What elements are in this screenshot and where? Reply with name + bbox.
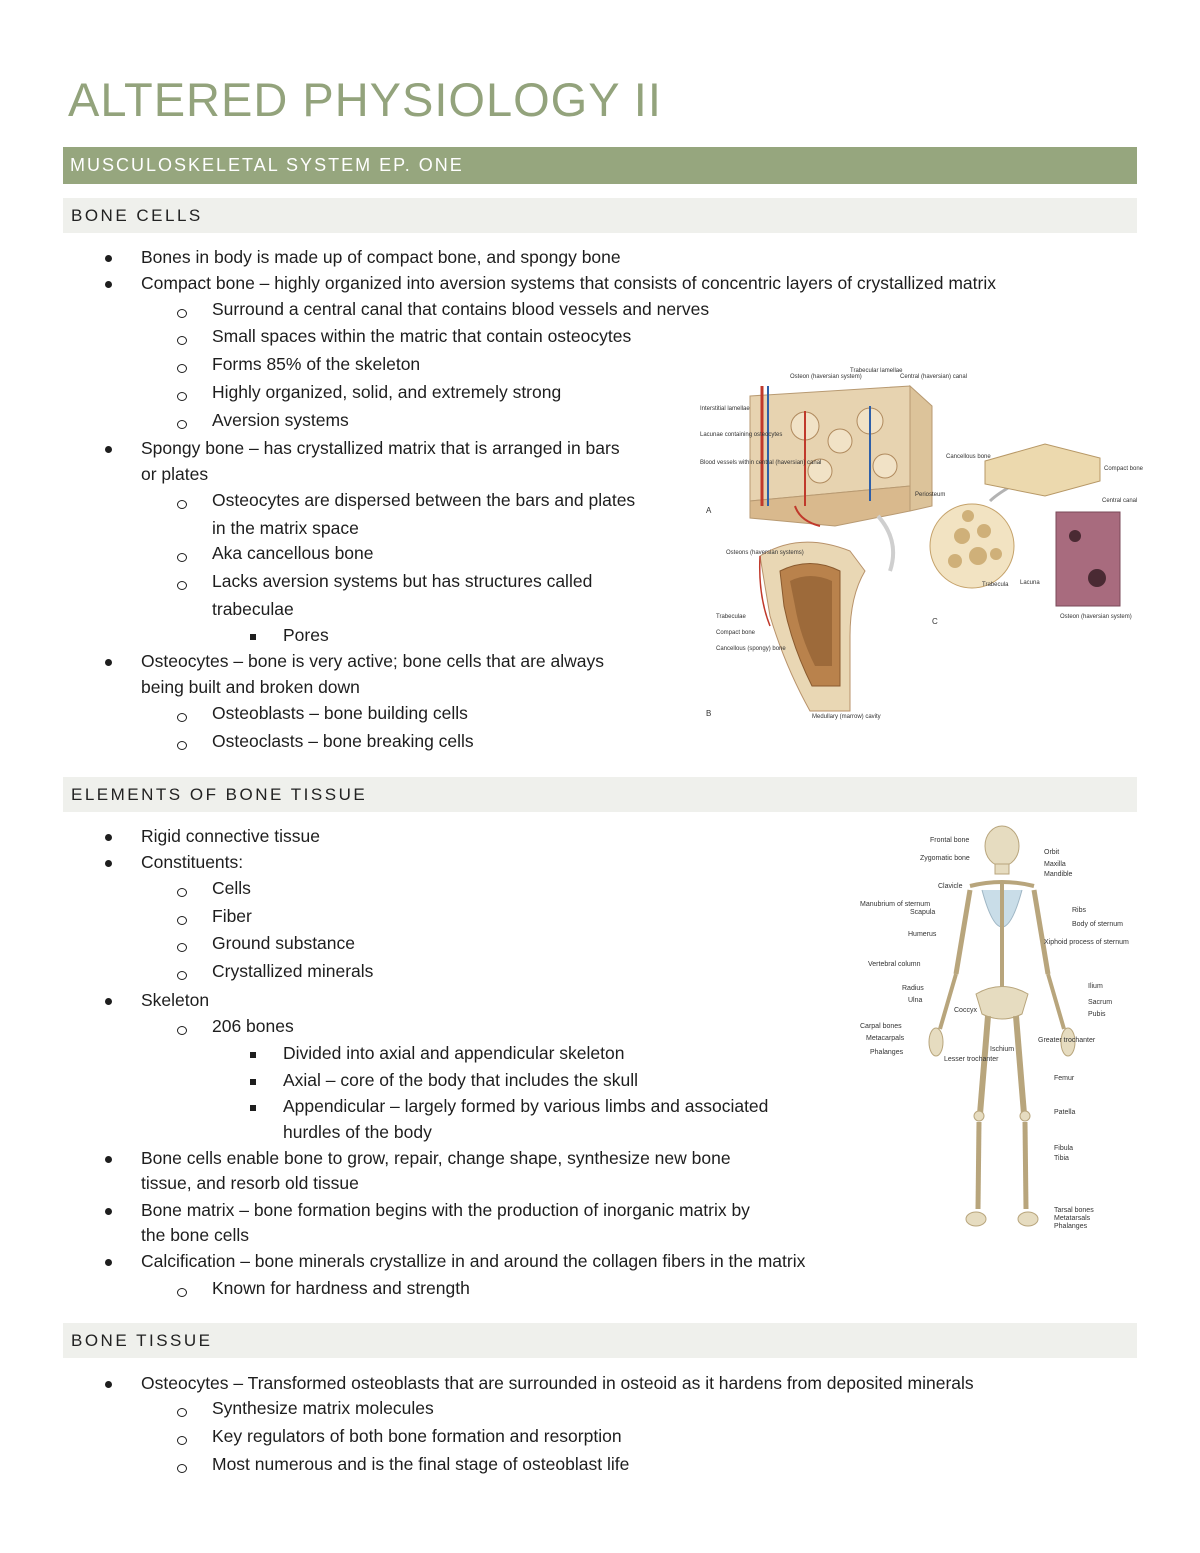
skeleton-label: Mandible (1044, 871, 1073, 878)
figure-label: Trabecula (982, 582, 1009, 588)
figure-label: Compact bone (1104, 466, 1144, 472)
list-item: Bone cells enable bone to grow, repair, change shape, synthesize new bone (141, 1148, 731, 1168)
figure-label: Osteon (haversian system) (1060, 614, 1132, 620)
bullet-circle (176, 907, 188, 919)
figure-label: Blood vessels within central (haversian) canal (700, 460, 822, 466)
bullet-square (247, 626, 259, 638)
list-item: Known for hardness and strength (212, 1278, 470, 1298)
section-heading-elements: ELEMENTS OF BONE TISSUE (63, 777, 1137, 812)
list-item: Osteoclasts – bone breaking cells (212, 731, 474, 751)
skeleton-label: Zygomatic bone (920, 855, 970, 862)
figure-label: Trabeculae (716, 614, 746, 620)
chapter-banner: MUSCULOSKELETAL SYSTEM EP. ONE (63, 147, 1137, 184)
document-title: ALTERED PHYSIOLOGY II (68, 73, 662, 126)
skeleton-label: Patella (1054, 1109, 1076, 1116)
list-item: Spongy bone – has crystallized matrix that is arranged in bars (141, 438, 620, 458)
bullet-circle (176, 572, 188, 584)
list-item: Skeleton (141, 990, 210, 1010)
list-item: Compact bone – highly organized into aversion systems that consists of concentric layers of crystallized matrix (141, 273, 996, 293)
bullet-disc (102, 853, 114, 865)
list-item: Synthesize matrix molecules (212, 1398, 434, 1418)
skeleton-label: Greater trochanter (1038, 1037, 1096, 1044)
bullet-circle (176, 327, 188, 339)
list-item: Osteocytes – Transformed osteoblasts that are surrounded in osteoid as it hardens from deposited minerals (141, 1373, 974, 1393)
list-item: Surround a central canal that contains blood vessels and nerves (212, 299, 710, 319)
long-bone-section-illustration (760, 542, 865, 711)
list-item-continuation: or plates (141, 464, 209, 484)
bullet-circle (176, 1279, 188, 1291)
skeleton-label: Fibula (1054, 1145, 1074, 1152)
compact-bone-block-illustration (750, 386, 932, 526)
list-item: Axial – core of the body that includes the skull (283, 1070, 639, 1090)
bullet-circle (176, 491, 188, 503)
bullet-circle (176, 704, 188, 716)
figure-label: Periosteum (915, 492, 946, 498)
bullet-disc (102, 1374, 114, 1386)
bullet-circle (176, 732, 188, 744)
bullet-square (247, 1071, 259, 1083)
list-item: Calcification – bone minerals crystallize in and around the collagen fibers in the matrix (141, 1251, 806, 1271)
figure-label: Trabecular lamellae (850, 368, 903, 374)
skeleton-label: Lesser trochanter (944, 1056, 999, 1063)
figure-label: Lacunae containing osteocytes (700, 432, 783, 438)
skeleton-label: Maxilla (1044, 861, 1066, 868)
bullet-circle (176, 300, 188, 312)
skeleton-label: Xiphoid process of sternum (1044, 939, 1129, 946)
skeleton-label: Manubrium of sternum (860, 901, 931, 908)
panel-a-letter: A (706, 506, 712, 515)
skeleton-label: Ilium (1088, 983, 1103, 990)
skeleton-label: Metatarsals (1054, 1215, 1091, 1222)
skeleton-label: Tibia (1054, 1155, 1069, 1162)
bullet-circle (176, 1017, 188, 1029)
skeleton-label: Vertebral column (868, 961, 921, 968)
skeleton-label: Radius (902, 985, 924, 992)
bullet-disc (102, 827, 114, 839)
bullet-circle (176, 1455, 188, 1467)
bullet-disc (102, 274, 114, 286)
skeleton-label: Pubis (1088, 1011, 1106, 1018)
figure-label: Lacuna (1020, 580, 1040, 586)
list-item: Highly organized, solid, and extremely strong (212, 382, 562, 402)
list-item: Osteocytes – bone is very active; bone cells that are always (141, 651, 605, 671)
bullet-circle (176, 355, 188, 367)
list-item-continuation: the bone cells (141, 1225, 249, 1245)
panel-b-letter: B (706, 709, 712, 718)
list-item: Rigid connective tissue (141, 826, 320, 846)
bullet-disc (102, 1201, 114, 1213)
skeleton-label: Humerus (908, 931, 937, 938)
figure-label: Medullary (marrow) cavity (812, 714, 881, 720)
bullet-disc (102, 439, 114, 451)
bullet-circle (176, 544, 188, 556)
skeleton-label: Femur (1054, 1075, 1075, 1082)
list-item: 206 bones (212, 1016, 294, 1036)
list-item-continuation: trabeculae (212, 599, 294, 619)
skeleton-label: Ulna (908, 997, 923, 1004)
bullet-circle (176, 879, 188, 891)
skeleton-label: Ribs (1072, 907, 1087, 914)
bullet-disc (102, 991, 114, 1003)
figure-label: Cancellous bone (946, 454, 991, 460)
list-item-continuation: hurdles of the body (283, 1122, 432, 1142)
bullet-circle (176, 383, 188, 395)
list-item: Small spaces within the matric that contain osteocytes (212, 326, 632, 346)
skeleton-label: Coccyx (954, 1007, 977, 1014)
skeleton-label: Clavicle (938, 883, 963, 890)
list-item: Ground substance (212, 933, 356, 953)
bullet-disc (102, 1149, 114, 1161)
figure-label: Central (haversian) canal (900, 374, 968, 380)
list-item: Constituents: (141, 852, 244, 872)
bullet-disc (102, 248, 114, 260)
list-item: Bone matrix – bone formation begins with the production of inorganic matrix by (141, 1200, 750, 1220)
skeleton-label: Body of sternum (1072, 921, 1123, 928)
bullet-circle (176, 934, 188, 946)
list-item-continuation: in the matrix space (212, 518, 359, 538)
skeleton-figure (858, 824, 1136, 1234)
list-item: Pores (283, 625, 329, 645)
bone-structure-figure (700, 366, 1144, 722)
list-item: Bones in body is made up of compact bone, and spongy bone (141, 247, 621, 267)
bullet-disc (102, 1252, 114, 1264)
list-item: Fiber (212, 906, 252, 926)
list-item-continuation: being built and broken down (141, 677, 360, 697)
list-item: Divided into axial and appendicular skeleton (283, 1043, 625, 1063)
list-item: Forms 85% of the skeleton (212, 354, 421, 374)
list-item: Cells (212, 878, 251, 898)
list-item: Appendicular – largely formed by various limbs and associated (283, 1096, 769, 1116)
skeleton-label: Tarsal bones (1054, 1207, 1094, 1214)
list-item: Crystallized minerals (212, 961, 374, 981)
skeleton-label: Metacarpals (866, 1035, 905, 1042)
bullet-circle (176, 411, 188, 423)
list-item: Lacks aversion systems but has structures called (212, 571, 593, 591)
skeleton-label: Orbit (1044, 849, 1060, 856)
list-item-continuation: tissue, and resorb old tissue (141, 1173, 359, 1193)
bullet-disc (102, 652, 114, 664)
list-item: Aka cancellous bone (212, 543, 374, 563)
skeleton-label: Ischium (990, 1046, 1015, 1053)
section-heading-bone-tissue: BONE TISSUE (63, 1323, 1137, 1358)
skeleton-label: Frontal bone (930, 837, 970, 844)
bullet-circle (176, 962, 188, 974)
bullet-circle (176, 1427, 188, 1439)
list-item: Osteoblasts – bone building cells (212, 703, 468, 723)
section-heading-bone-cells: BONE CELLS (63, 198, 1137, 233)
figure-label: Central canal (1102, 498, 1138, 504)
skeleton-label: Scapula (910, 909, 936, 916)
figure-label: Osteons (haversian systems) (726, 550, 804, 556)
list-item: Osteocytes are dispersed between the bars and plates (212, 490, 636, 510)
figure-label: Compact bone (716, 630, 756, 636)
figure-label: Cancellous (spongy) bone (716, 646, 786, 652)
skeleton-label: Carpal bones (860, 1023, 902, 1030)
bullet-square (247, 1097, 259, 1109)
figure-label: Osteon (haversian system) (790, 374, 862, 380)
list-item: Key regulators of both bone formation and resorption (212, 1426, 622, 1446)
list-item: Aversion systems (212, 410, 349, 430)
skeleton-label: Sacrum (1088, 999, 1113, 1006)
bullet-circle (176, 1399, 188, 1411)
skeleton-label: Phalanges (1054, 1223, 1088, 1230)
skeleton-label: Phalanges (870, 1049, 904, 1056)
figure-label: Interstitial lamellae (700, 406, 750, 412)
panel-c-letter: C (932, 617, 938, 626)
bullet-square (247, 1044, 259, 1056)
list-item: Most numerous and is the final stage of osteoblast life (212, 1454, 630, 1474)
